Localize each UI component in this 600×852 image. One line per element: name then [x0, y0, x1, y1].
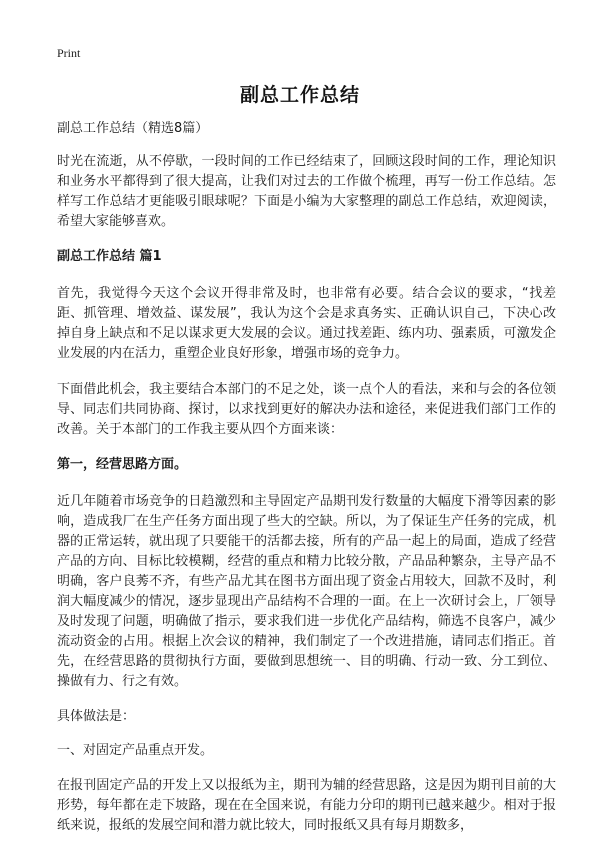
- print-label: Print: [57, 46, 81, 60]
- document-subtitle: 副总工作总结（精选8篇）: [57, 121, 209, 136]
- intro-paragraph: 时光在流逝，从不停歇，一段时间的工作已经结束了，回顾这段时间的工作，理论知识和业务水平都得到了很大提高，让我们对过去的工作做个梳理，再写一份工作总结。怎样写工作总结才更能吸引眼球呢？下面是小编为大家整理的副总工作总结，欢迎阅读，希望大家能够喜欢。: [57, 154, 556, 229]
- item-1-heading: 一、对固定产品重点开发。: [57, 743, 214, 758]
- paragraph-4: 在报刊固定产品的开发上又以报纸为主，期刊为辅的经营思路，这是因为期刊目前的大形势，每年都在走下坡路，现在在全国来说，有能力分印的期刊已越来越少。相对于报纸来说，报纸的发展空间和潜力就比较大，同时报纸又具有每月期数多，: [57, 778, 556, 833]
- page-title: 副总工作总结: [239, 84, 360, 106]
- section-heading: 副总工作总结 篇1: [57, 249, 162, 264]
- paragraph-2: 下面借此机会，我主要结合本部门的不足之处，谈一点个人的看法，来和与会的各位领导、同志们共同协商、探讨，以求找到更好的解决办法和途径，来促进我们部门工作的改善。关于本部门的工作我主要从四个方面来谈：: [57, 382, 556, 437]
- paragraph-3: 近几年随着市场竞争的日趋激烈和主导固定产品期刊发行数量的大幅度下滑等因素的影响，造成我厂在生产任务方面出现了些大的空缺。所以，为了保证生产任务的完成，机器的正常运转，就出现了只要能干的活都去接，所有的产品一起上的局面，造成了经营产品的方向、目标比较模糊，经营的重点和精力比较分散，产品品种繁杂，主导产品不明确，客户良莠不齐，有些产品尤其在图书方面出现了资金占用较大，回款不及时，利润大幅度减少的情况，逐步显现出产品结构不合理的一面。在上一次研讨会上，厂领导及时发现了问题，明确做了指示，要求我们进一步优化产品结构，筛选不良客户，减少流动资金的占用。根据上次会议的精神，我们制定了一个改进措施，请同志们指正。首先，在经营思路的贯彻执行方面，要做到思想统一、目的明确、行动一致、分工到位、操做有力、行之有效。: [57, 494, 556, 689]
- paragraph-1: 首先，我觉得今天这个会议开得非常及时，也非常有必要。结合会议的要求，“找差距、抓管理、增效益、谋发展”，我认为这个会是求真务实、正确认识自己，下决心改掉自身上缺点和不足以谋求更大发展的会议。通过找差距、练内功、强素质，可激发企业发展的内在活力，重塑企业良好形象，增强市场的竞争力。: [57, 286, 556, 361]
- document-body: [57, 120, 556, 852]
- point-1-heading: 第一，经营思路方面。: [57, 457, 188, 472]
- method-label: 具体做法是：: [57, 709, 136, 724]
